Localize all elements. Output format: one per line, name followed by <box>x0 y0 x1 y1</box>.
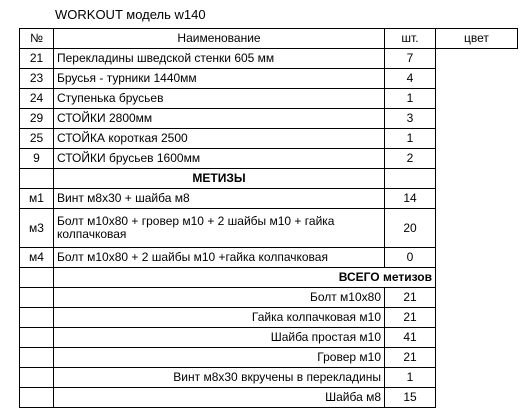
hardware-name: Болт м10х80 + гровер м10 + 2 шайбы м10 + гайка колпачковая <box>54 209 385 248</box>
total-name: Шайба простая м10 <box>54 328 385 348</box>
table-row <box>20 209 518 248</box>
hardware-number: м1 <box>20 189 54 209</box>
item-quantity: 1 <box>385 129 436 149</box>
item-color <box>436 69 518 89</box>
table-row <box>20 49 518 69</box>
hardware-quantity: 0 <box>385 248 436 268</box>
item-color <box>436 49 518 69</box>
table-row <box>20 149 518 169</box>
header-quantity: шт. <box>385 29 436 49</box>
total-name: Гровер м10 <box>54 348 385 368</box>
item-quantity: 1 <box>385 89 436 109</box>
item-number: 9 <box>20 149 54 169</box>
totals-section-title: ВСЕГО метизов <box>54 268 436 288</box>
table-row <box>20 288 518 308</box>
item-quantity: 7 <box>385 49 436 69</box>
item-number: 23 <box>20 69 54 89</box>
item-number: 25 <box>20 129 54 149</box>
total-quantity: 21 <box>385 308 436 328</box>
table-row <box>20 248 518 268</box>
table-row <box>20 388 518 408</box>
item-quantity: 2 <box>385 149 436 169</box>
item-name: СТОЙКИ 2800мм <box>54 109 385 129</box>
hardware-section-title: МЕТИЗЫ <box>54 169 385 189</box>
total-quantity: 1 <box>385 368 436 388</box>
table-row <box>20 308 518 328</box>
hardware-section-row <box>20 169 518 189</box>
item-quantity: 4 <box>385 69 436 89</box>
item-name: СТОЙКИ брусьев 1600мм <box>54 149 385 169</box>
hardware-number: м4 <box>20 248 54 268</box>
item-name: Ступенька брусьев <box>54 89 385 109</box>
table-header-row <box>20 29 518 49</box>
item-color <box>436 129 518 149</box>
total-quantity: 21 <box>385 288 436 308</box>
hardware-quantity: 20 <box>385 209 436 248</box>
item-color <box>436 89 518 109</box>
table-row <box>20 109 518 129</box>
table-row <box>20 328 518 348</box>
header-number: № <box>20 29 54 49</box>
total-name: Винт м8х30 вкручены в перекладины <box>54 368 385 388</box>
parts-table <box>19 28 518 408</box>
item-color <box>436 149 518 169</box>
total-name: Болт м10х80 <box>54 288 385 308</box>
hardware-quantity: 14 <box>385 189 436 209</box>
item-color <box>436 109 518 129</box>
totals-section-row <box>20 268 518 288</box>
total-quantity: 41 <box>385 328 436 348</box>
table-row <box>20 368 518 388</box>
item-name: Перекладины шведской стенки 605 мм <box>54 49 385 69</box>
table-row <box>20 89 518 109</box>
item-number: 29 <box>20 109 54 129</box>
total-quantity: 21 <box>385 348 436 368</box>
table-row <box>20 129 518 149</box>
total-quantity: 15 <box>385 388 436 408</box>
table-row <box>20 348 518 368</box>
item-name: Брусья - турники 1440мм <box>54 69 385 89</box>
table-row <box>20 189 518 209</box>
header-name: Наименование <box>54 29 385 49</box>
item-number: 21 <box>20 49 54 69</box>
item-number: 24 <box>20 89 54 109</box>
hardware-number: м3 <box>20 209 54 248</box>
total-name: Шайба м8 <box>54 388 385 408</box>
total-name: Гайка колпачковая м10 <box>54 308 385 328</box>
hardware-name: Болт м10х80 + 2 шайбы м10 +гайка колпачковая <box>54 248 385 268</box>
document-title: WORKOUT модель w140 <box>55 7 206 22</box>
item-name: СТОЙКА короткая 2500 <box>54 129 385 149</box>
table-row <box>20 69 518 89</box>
item-quantity: 3 <box>385 109 436 129</box>
header-color: цвет <box>436 29 518 49</box>
hardware-name: Винт м8х30 + шайба м8 <box>54 189 385 209</box>
